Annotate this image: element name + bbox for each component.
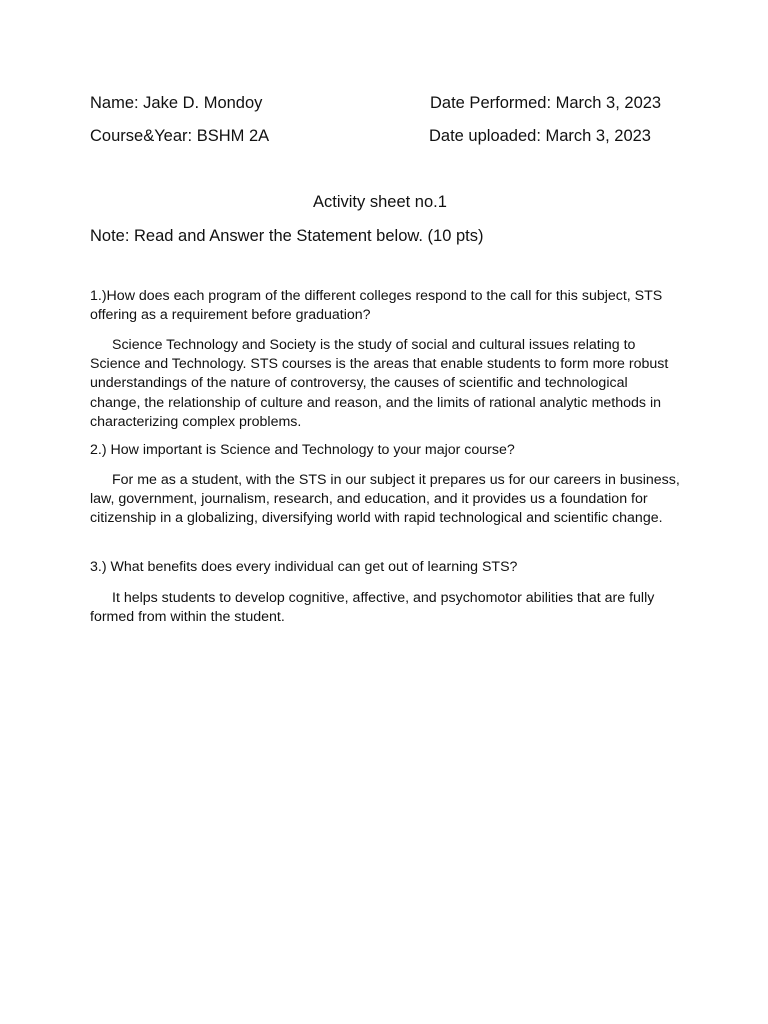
question-text: 2.) How important is Science and Technology to your major course? bbox=[90, 442, 515, 458]
activity-title: Activity sheet no.1 bbox=[313, 193, 447, 211]
question-1 bbox=[90, 287, 680, 325]
student-name: Name: Jake D. Mondoy bbox=[90, 94, 263, 112]
answer-text: It helps students to develop cognitive, affective, and psychomotor abilities that are fully formed from within the student. bbox=[90, 590, 655, 626]
question-3 bbox=[90, 558, 680, 577]
answer-2 bbox=[90, 471, 680, 529]
course-year: Course&Year: BSHM 2A bbox=[90, 127, 270, 145]
answer-3 bbox=[90, 589, 680, 627]
date-uploaded: Date uploaded: March 3, 2023 bbox=[429, 127, 651, 145]
answer-text: Science Technology and Society is the study of social and cultural issues relating to Science and Technology. STS courses is the areas that enable students to form more robust understandings of the nature of controversy, the causes of scientific and technological change, the relationship of culture and reason, and the limits of rational analytic methods in characterizing complex problems. bbox=[90, 337, 669, 430]
question-2 bbox=[90, 441, 680, 460]
answer-1 bbox=[90, 336, 680, 432]
question-text: 3.) What benefits does every individual can get out of learning STS? bbox=[90, 559, 518, 575]
answer-text: For me as a student, with the STS in our subject it prepares us for our careers in business, law, government, journalism, research, and education, and it provides us a foundation for citizenship in a globalizing, diversifying world with rapid technological and scientific change. bbox=[90, 472, 680, 527]
note-line: Note: Read and Answer the Statement below. (10 pts) bbox=[90, 227, 484, 245]
date-performed: Date Performed: March 3, 2023 bbox=[430, 94, 662, 112]
question-text: 1.)How does each program of the different colleges respond to the call for this subject, STS offering as a requirement before graduation? bbox=[90, 288, 663, 324]
